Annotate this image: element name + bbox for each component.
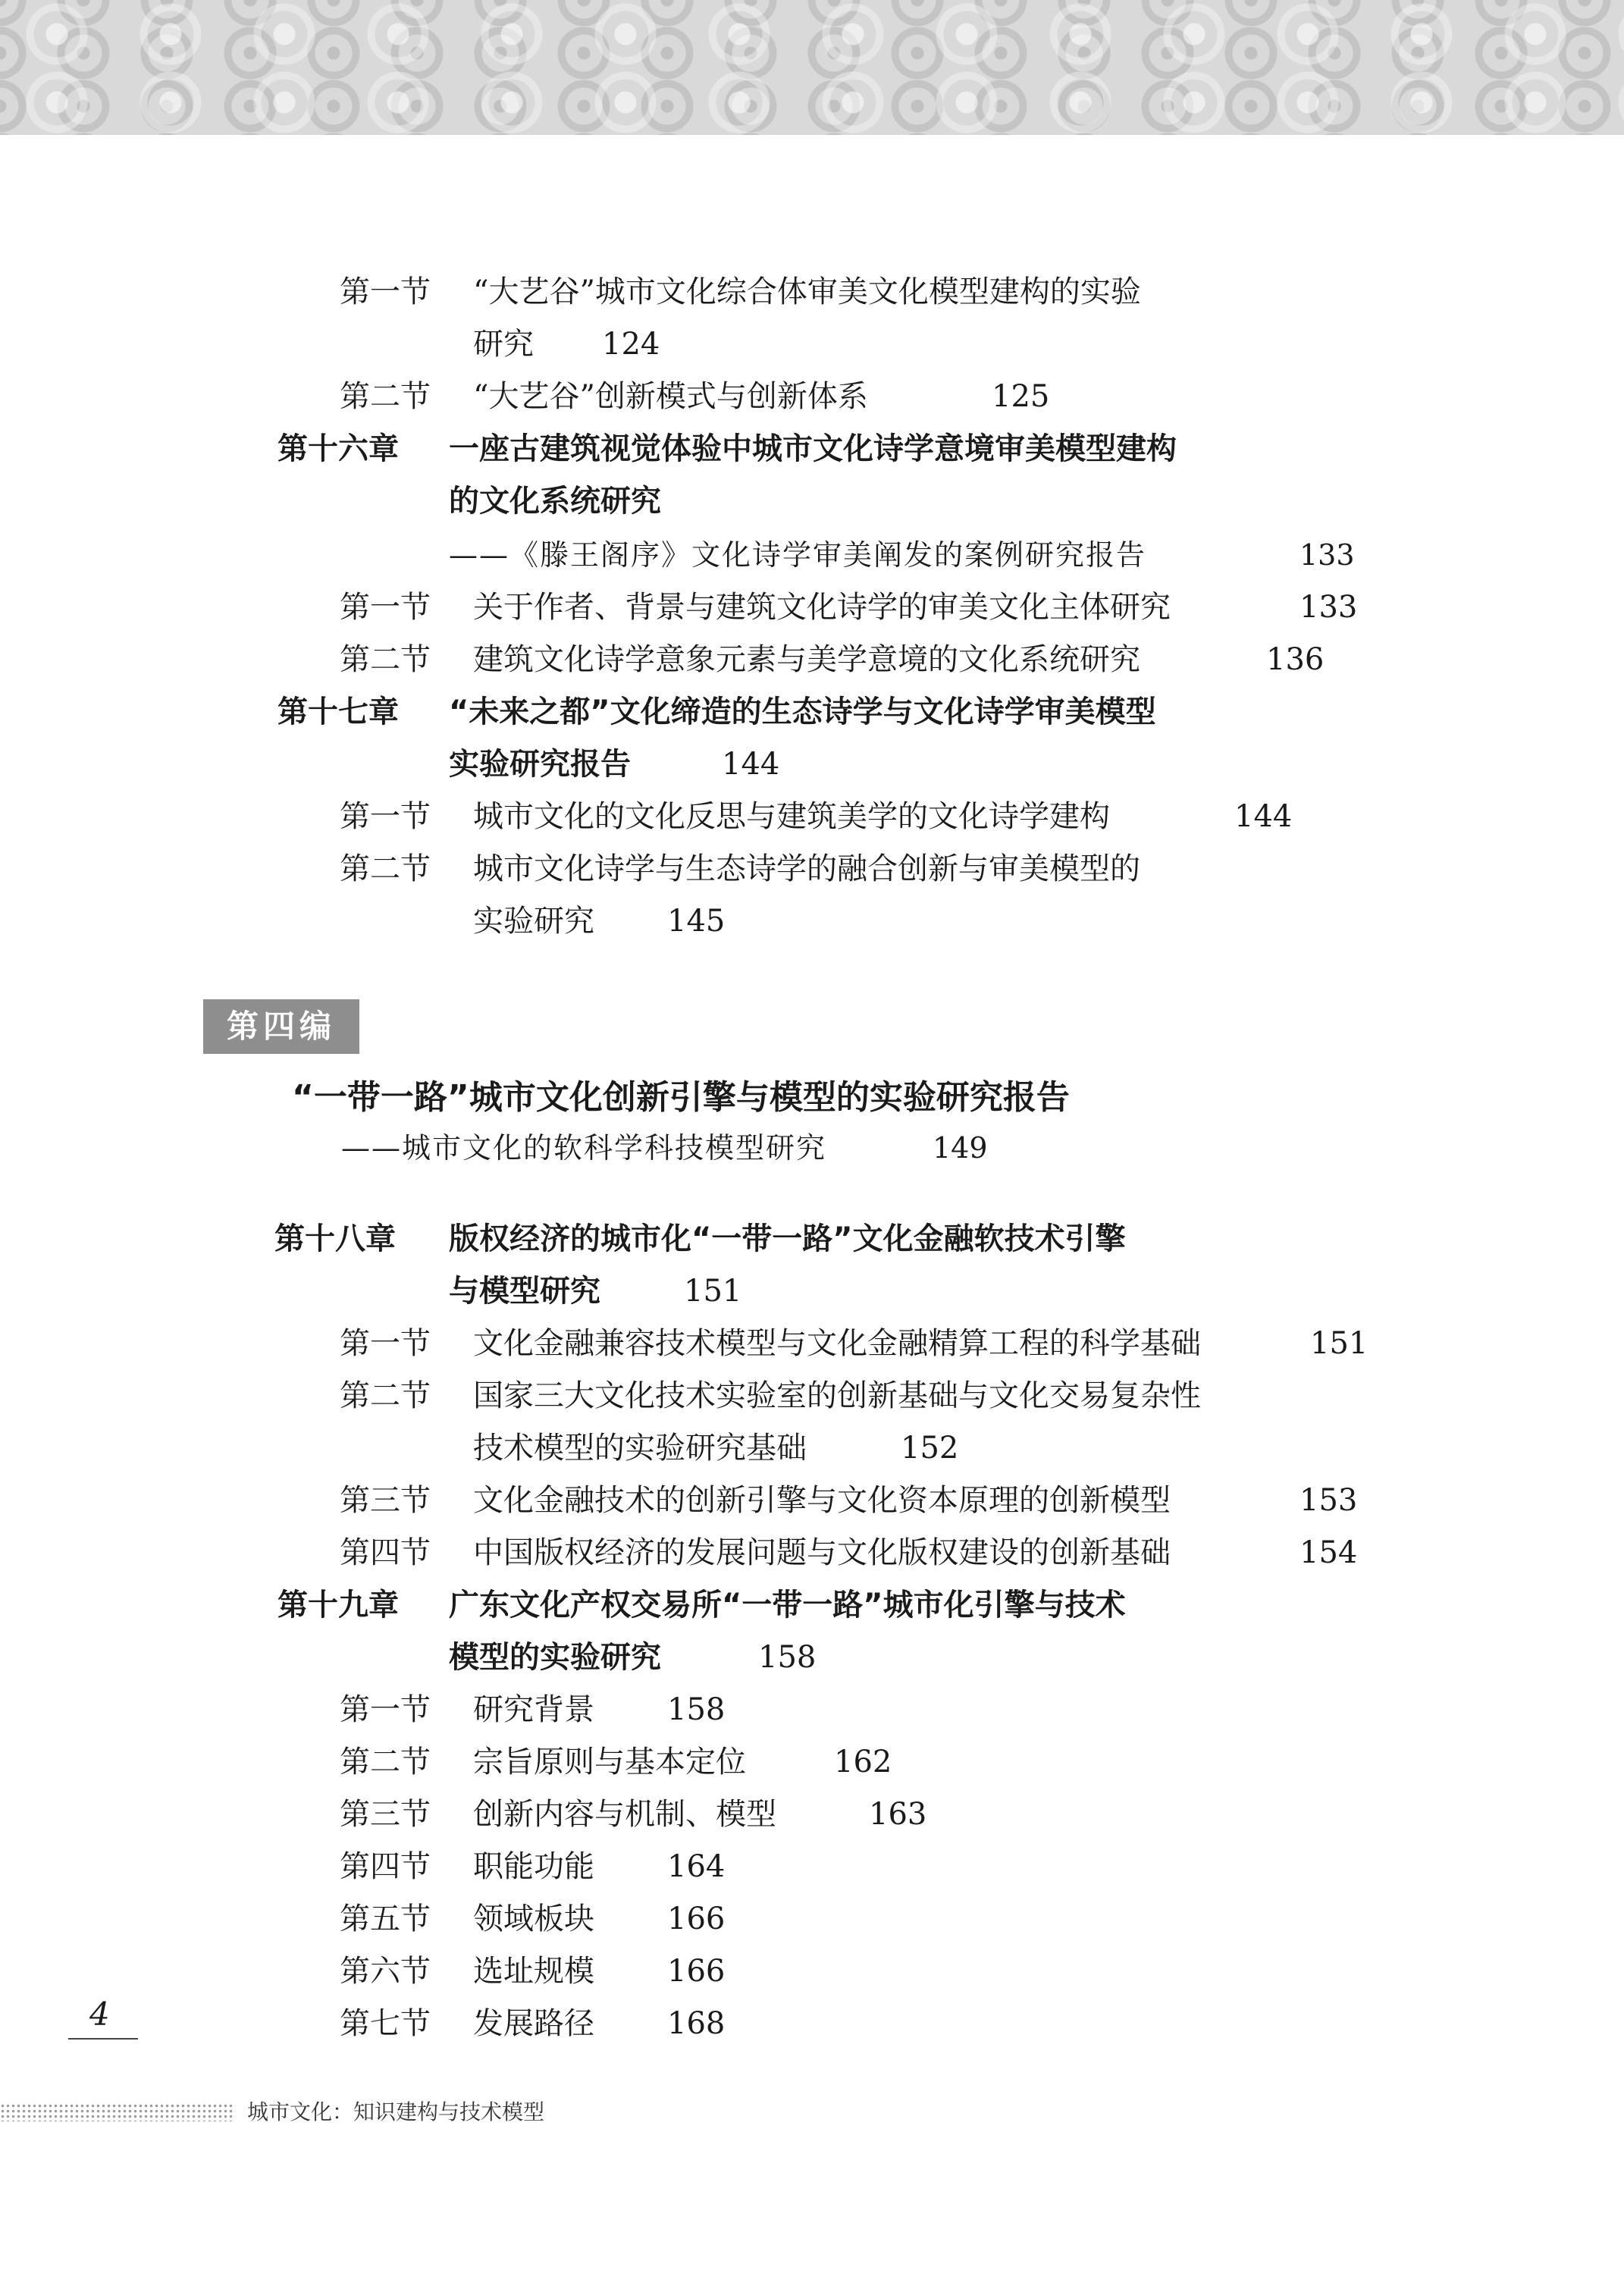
part-badge: 第四编 xyxy=(203,999,359,1054)
toc-title: 关于作者、背景与建筑文化诗学的审美文化主体研究 xyxy=(473,590,1171,625)
toc-title: 实验研究报告 xyxy=(449,747,631,782)
page-number-rule xyxy=(68,2038,138,2040)
toc-title: 技术模型的实验研究基础 xyxy=(473,1431,807,1466)
toc-title: 职能功能 xyxy=(473,1849,594,1884)
toc-chapter-subtitle[interactable] xyxy=(449,534,1355,576)
toc-label: 第十八章 xyxy=(274,1221,396,1256)
toc-page-number: 166 xyxy=(667,1954,726,1989)
toc-chapter-entry[interactable] xyxy=(277,691,1156,733)
toc-section-entry-continuation[interactable] xyxy=(473,1427,959,1469)
toc-section-entry[interactable] xyxy=(340,638,1325,681)
toc-section-entry[interactable] xyxy=(340,1898,726,1940)
toc-label: 第三节 xyxy=(340,1483,431,1518)
toc-label: 第三节 xyxy=(340,1797,431,1832)
toc-section-entry[interactable] xyxy=(340,1845,726,1888)
toc-page-number: 145 xyxy=(667,904,726,939)
toc-section-entry[interactable] xyxy=(340,848,1140,890)
toc-title: 城市文化诗学与生态诗学的融合创新与审美模型的 xyxy=(473,851,1140,886)
toc-title: 中国版权经济的发展问题与文化版权建设的创新基础 xyxy=(473,1535,1171,1570)
toc-title: 模型的实验研究 xyxy=(449,1640,661,1675)
toc-section-entry[interactable] xyxy=(340,586,1358,629)
toc-page-number: 133 xyxy=(1300,538,1355,572)
toc-section-entry-continuation[interactable] xyxy=(473,900,726,942)
toc-title: 广东文化产权交易所“一带一路”城市化引擎与技术 xyxy=(449,1588,1126,1623)
footer-dot-pattern xyxy=(0,2103,235,2121)
toc-page-number: 164 xyxy=(667,1849,726,1884)
toc-section-entry[interactable] xyxy=(340,1793,927,1836)
toc-section-entry[interactable] xyxy=(340,1741,892,1783)
toc-title: 创新内容与机制、模型 xyxy=(473,1797,776,1832)
toc-chapter-entry[interactable] xyxy=(277,1584,1126,1626)
toc-title: 城市文化的文化反思与建筑美学的文化诗学建构 xyxy=(473,799,1110,834)
toc-page-number: 168 xyxy=(667,2006,726,2041)
toc-section-entry[interactable] xyxy=(340,375,1050,418)
toc-page-number: 163 xyxy=(869,1797,927,1832)
toc-section-entry[interactable] xyxy=(340,1375,1201,1417)
toc-title: 一座古建筑视觉体验中城市文化诗学意境审美模型建构 xyxy=(449,431,1177,466)
toc-section-entry[interactable] xyxy=(340,271,1141,313)
toc-section-entry[interactable] xyxy=(340,2002,726,2045)
toc-title: 与模型研究 xyxy=(449,1274,600,1309)
toc-page-number: 154 xyxy=(1300,1535,1358,1570)
toc-section-entry[interactable] xyxy=(340,1688,726,1731)
toc-label: 第十六章 xyxy=(277,431,399,466)
part-title: “一带一路”城市文化创新引擎与模型的实验研究报告 xyxy=(292,1078,1070,1117)
toc-chapter-entry-continuation[interactable] xyxy=(449,480,661,522)
toc-label: 第十九章 xyxy=(277,1588,399,1623)
toc-section-entry[interactable] xyxy=(340,795,1293,838)
toc-title: ——《滕王阁序》文化诗学审美阐发的案例研究报告 xyxy=(449,538,1147,572)
toc-title: 发展路径 xyxy=(473,2006,594,2041)
toc-label: 第七节 xyxy=(340,2006,431,2041)
toc-title: 的文化系统研究 xyxy=(449,484,661,519)
toc-title: “未来之都”文化缔造的生态诗学与文化诗学审美模型 xyxy=(449,694,1156,729)
toc-section-entry-continuation[interactable] xyxy=(473,323,660,365)
toc-title: 研究 xyxy=(473,327,534,362)
toc-title: 文化金融兼容技术模型与文化金融精算工程的科学基础 xyxy=(473,1326,1201,1361)
toc-title: 实验研究 xyxy=(473,904,594,939)
toc-page-number: 149 xyxy=(933,1131,988,1165)
toc-page-number: 151 xyxy=(1310,1326,1368,1361)
toc-label: 第五节 xyxy=(340,1902,431,1936)
toc-section-entry[interactable] xyxy=(340,1322,1368,1365)
toc-label: 第一节 xyxy=(340,799,431,834)
toc-page-number: 144 xyxy=(1234,799,1293,834)
toc-page-number: 151 xyxy=(684,1274,742,1309)
toc-title: “大艺谷”创新模式与创新体系 xyxy=(473,379,868,414)
toc-page-number: 158 xyxy=(667,1692,726,1727)
toc-label: 第二节 xyxy=(340,851,431,886)
toc-page-number: 124 xyxy=(602,327,660,362)
toc-label: 第一节 xyxy=(340,1692,431,1727)
toc-title: 宗旨原则与基本定位 xyxy=(473,1745,746,1779)
toc-label: 第六节 xyxy=(340,1954,431,1989)
toc-chapter-entry[interactable] xyxy=(277,428,1177,470)
toc-page-number: 158 xyxy=(758,1640,817,1675)
toc-section-entry[interactable] xyxy=(340,1479,1358,1522)
running-footer-title: 城市文化：知识建构与技术模型 xyxy=(247,2099,545,2124)
toc-page-number: 166 xyxy=(667,1902,726,1936)
part-subtitle[interactable] xyxy=(341,1127,988,1169)
toc-chapter-entry-continuation[interactable] xyxy=(449,743,780,785)
toc-page-number: 153 xyxy=(1300,1483,1358,1518)
page-number: 4 xyxy=(89,1996,110,2033)
toc-label: 第一节 xyxy=(340,1326,431,1361)
toc-page-number: 133 xyxy=(1300,590,1358,625)
toc-page-number: 162 xyxy=(834,1745,892,1779)
toc-title: 研究背景 xyxy=(473,1692,594,1727)
toc-title: 建筑文化诗学意象元素与美学意境的文化系统研究 xyxy=(473,642,1140,677)
toc-title: 国家三大文化技术实验室的创新基础与文化交易复杂性 xyxy=(473,1378,1201,1413)
toc-page-number: 144 xyxy=(722,747,780,782)
toc-label: 第一节 xyxy=(340,274,431,309)
toc-title: 选址规模 xyxy=(473,1954,594,1989)
toc-page-number: 152 xyxy=(901,1431,959,1466)
toc-label: 第二节 xyxy=(340,379,431,414)
toc-label: 第四节 xyxy=(340,1535,431,1570)
toc-label: 第一节 xyxy=(340,590,431,625)
toc-label: 第十七章 xyxy=(277,694,399,729)
toc-label: 第二节 xyxy=(340,1745,431,1779)
toc-label: 第二节 xyxy=(340,1378,431,1413)
toc-section-entry[interactable] xyxy=(340,1950,726,1993)
toc-chapter-entry[interactable] xyxy=(274,1218,1126,1260)
toc-chapter-entry-continuation[interactable] xyxy=(449,1270,742,1312)
toc-page-number: 136 xyxy=(1266,642,1325,677)
toc-title: 版权经济的城市化“一带一路”文化金融软技术引擎 xyxy=(449,1221,1126,1256)
toc-title: “大艺谷”城市文化综合体审美文化模型建构的实验 xyxy=(473,274,1141,309)
part-subtitle-text: ——城市文化的软科学科技模型研究 xyxy=(341,1131,827,1165)
toc-page-number: 125 xyxy=(992,379,1050,414)
toc-section-entry[interactable] xyxy=(340,1532,1358,1574)
toc-title: 领域板块 xyxy=(473,1902,594,1936)
toc-label: 第二节 xyxy=(340,642,431,677)
toc-chapter-entry-continuation[interactable] xyxy=(449,1636,817,1679)
toc-label: 第四节 xyxy=(340,1849,431,1884)
toc-title: 文化金融技术的创新引擎与文化资本原理的创新模型 xyxy=(473,1483,1171,1518)
